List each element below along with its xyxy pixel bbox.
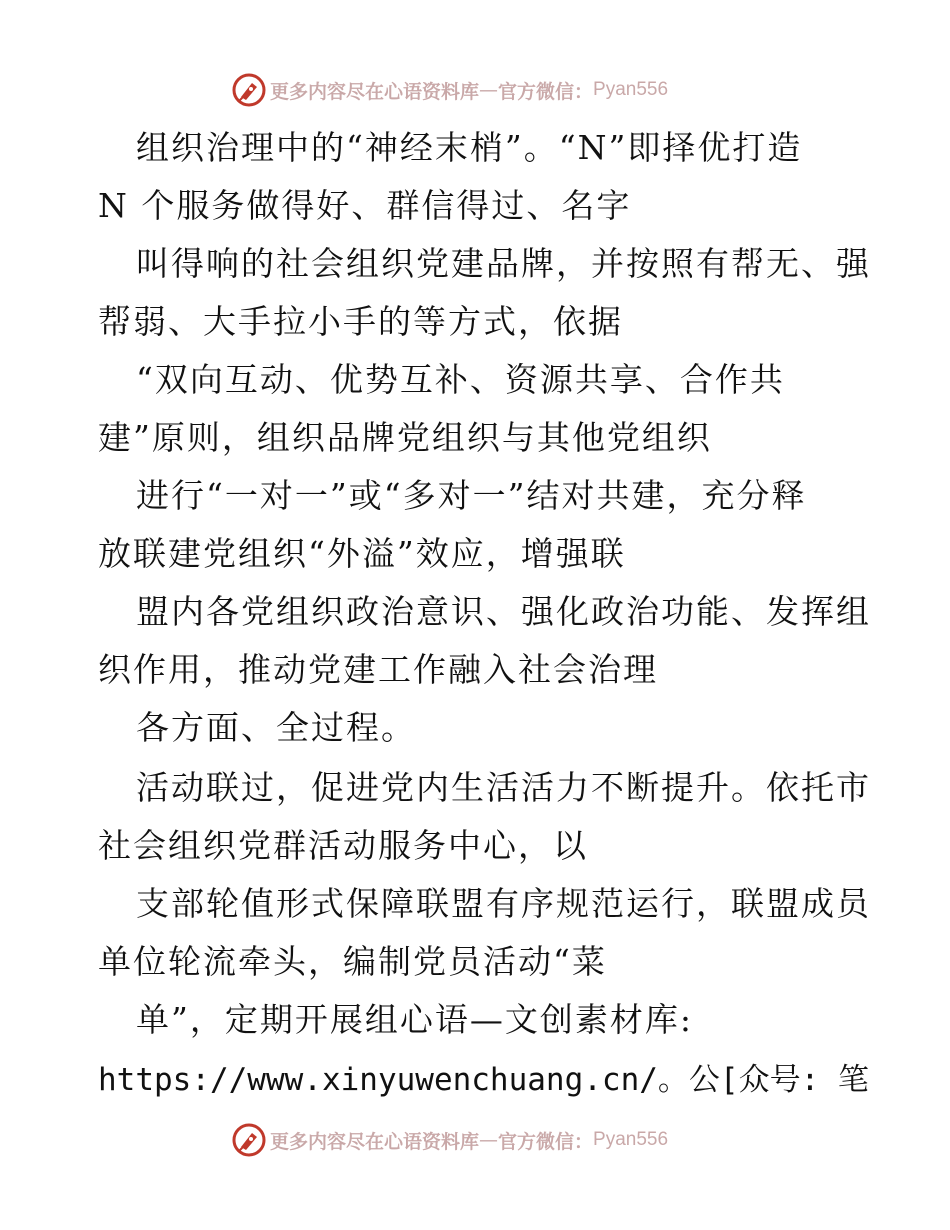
- text-line: 盟内各党组织政治意识、强化政治功能、发挥组: [136, 592, 871, 631]
- footer-watermark-banner: [232, 1122, 668, 1158]
- text-line: 叫得响的社会组织党建品牌，并按照有帮无、强: [136, 244, 871, 283]
- text-line: 组织治理中的“神经末梢”。“N”即择优打造: [136, 128, 803, 167]
- text-line: N 个服务做得好、群信得过、名字: [98, 186, 632, 225]
- text-line: 社会组织党群活动服务中心，以: [98, 826, 588, 865]
- text-line-url: https://www.xinyuwenchuang.cn/。公[众号: 笔: [98, 1062, 869, 1098]
- text-line: 织作用，推动党建工作融入社会治理: [98, 650, 658, 689]
- text-line: 支部轮值形式保障联盟有序规范运行，联盟成员: [136, 884, 871, 923]
- text-line: 各方面、全过程。: [136, 708, 416, 747]
- text-line: 进行“一对一”或“多对一”结对共建，充分释: [136, 476, 807, 515]
- watermark-separator: —: [479, 1129, 499, 1151]
- watermark-brand-text: 更多内容尽在心语资料库: [270, 80, 480, 103]
- pen-nib-logo-icon: [232, 73, 266, 107]
- pen-nib-logo-icon: [232, 1123, 266, 1157]
- watermark-account-id: Pyan556: [593, 79, 669, 100]
- header-watermark-banner: [232, 72, 668, 108]
- watermark-official-label: 官方微信：: [498, 1130, 594, 1153]
- text-line: 帮弱、大手拉小手的等方式，依据: [98, 302, 623, 341]
- watermark-brand-text: 更多内容尽在心语资料库: [270, 1130, 480, 1153]
- text-line: 建”原则，组织品牌党组织与其他党组织: [98, 418, 712, 457]
- watermark-account-id: Pyan556: [593, 1129, 669, 1150]
- text-line: 放联建党组织“外溢”效应，增强联: [98, 534, 626, 573]
- watermark-separator: —: [479, 79, 499, 101]
- text-line: “双向互动、优势互补、资源共享、合作共: [136, 360, 785, 399]
- text-line: 单”，定期开展组心语—文创素材库:: [136, 1000, 693, 1039]
- text-line: 单位轮流牵头，编制党员活动“菜: [98, 942, 607, 981]
- watermark-official-label: 官方微信：: [498, 80, 594, 103]
- text-line: 活动联过，促进党内生活活力不断提升。依托市: [136, 768, 871, 807]
